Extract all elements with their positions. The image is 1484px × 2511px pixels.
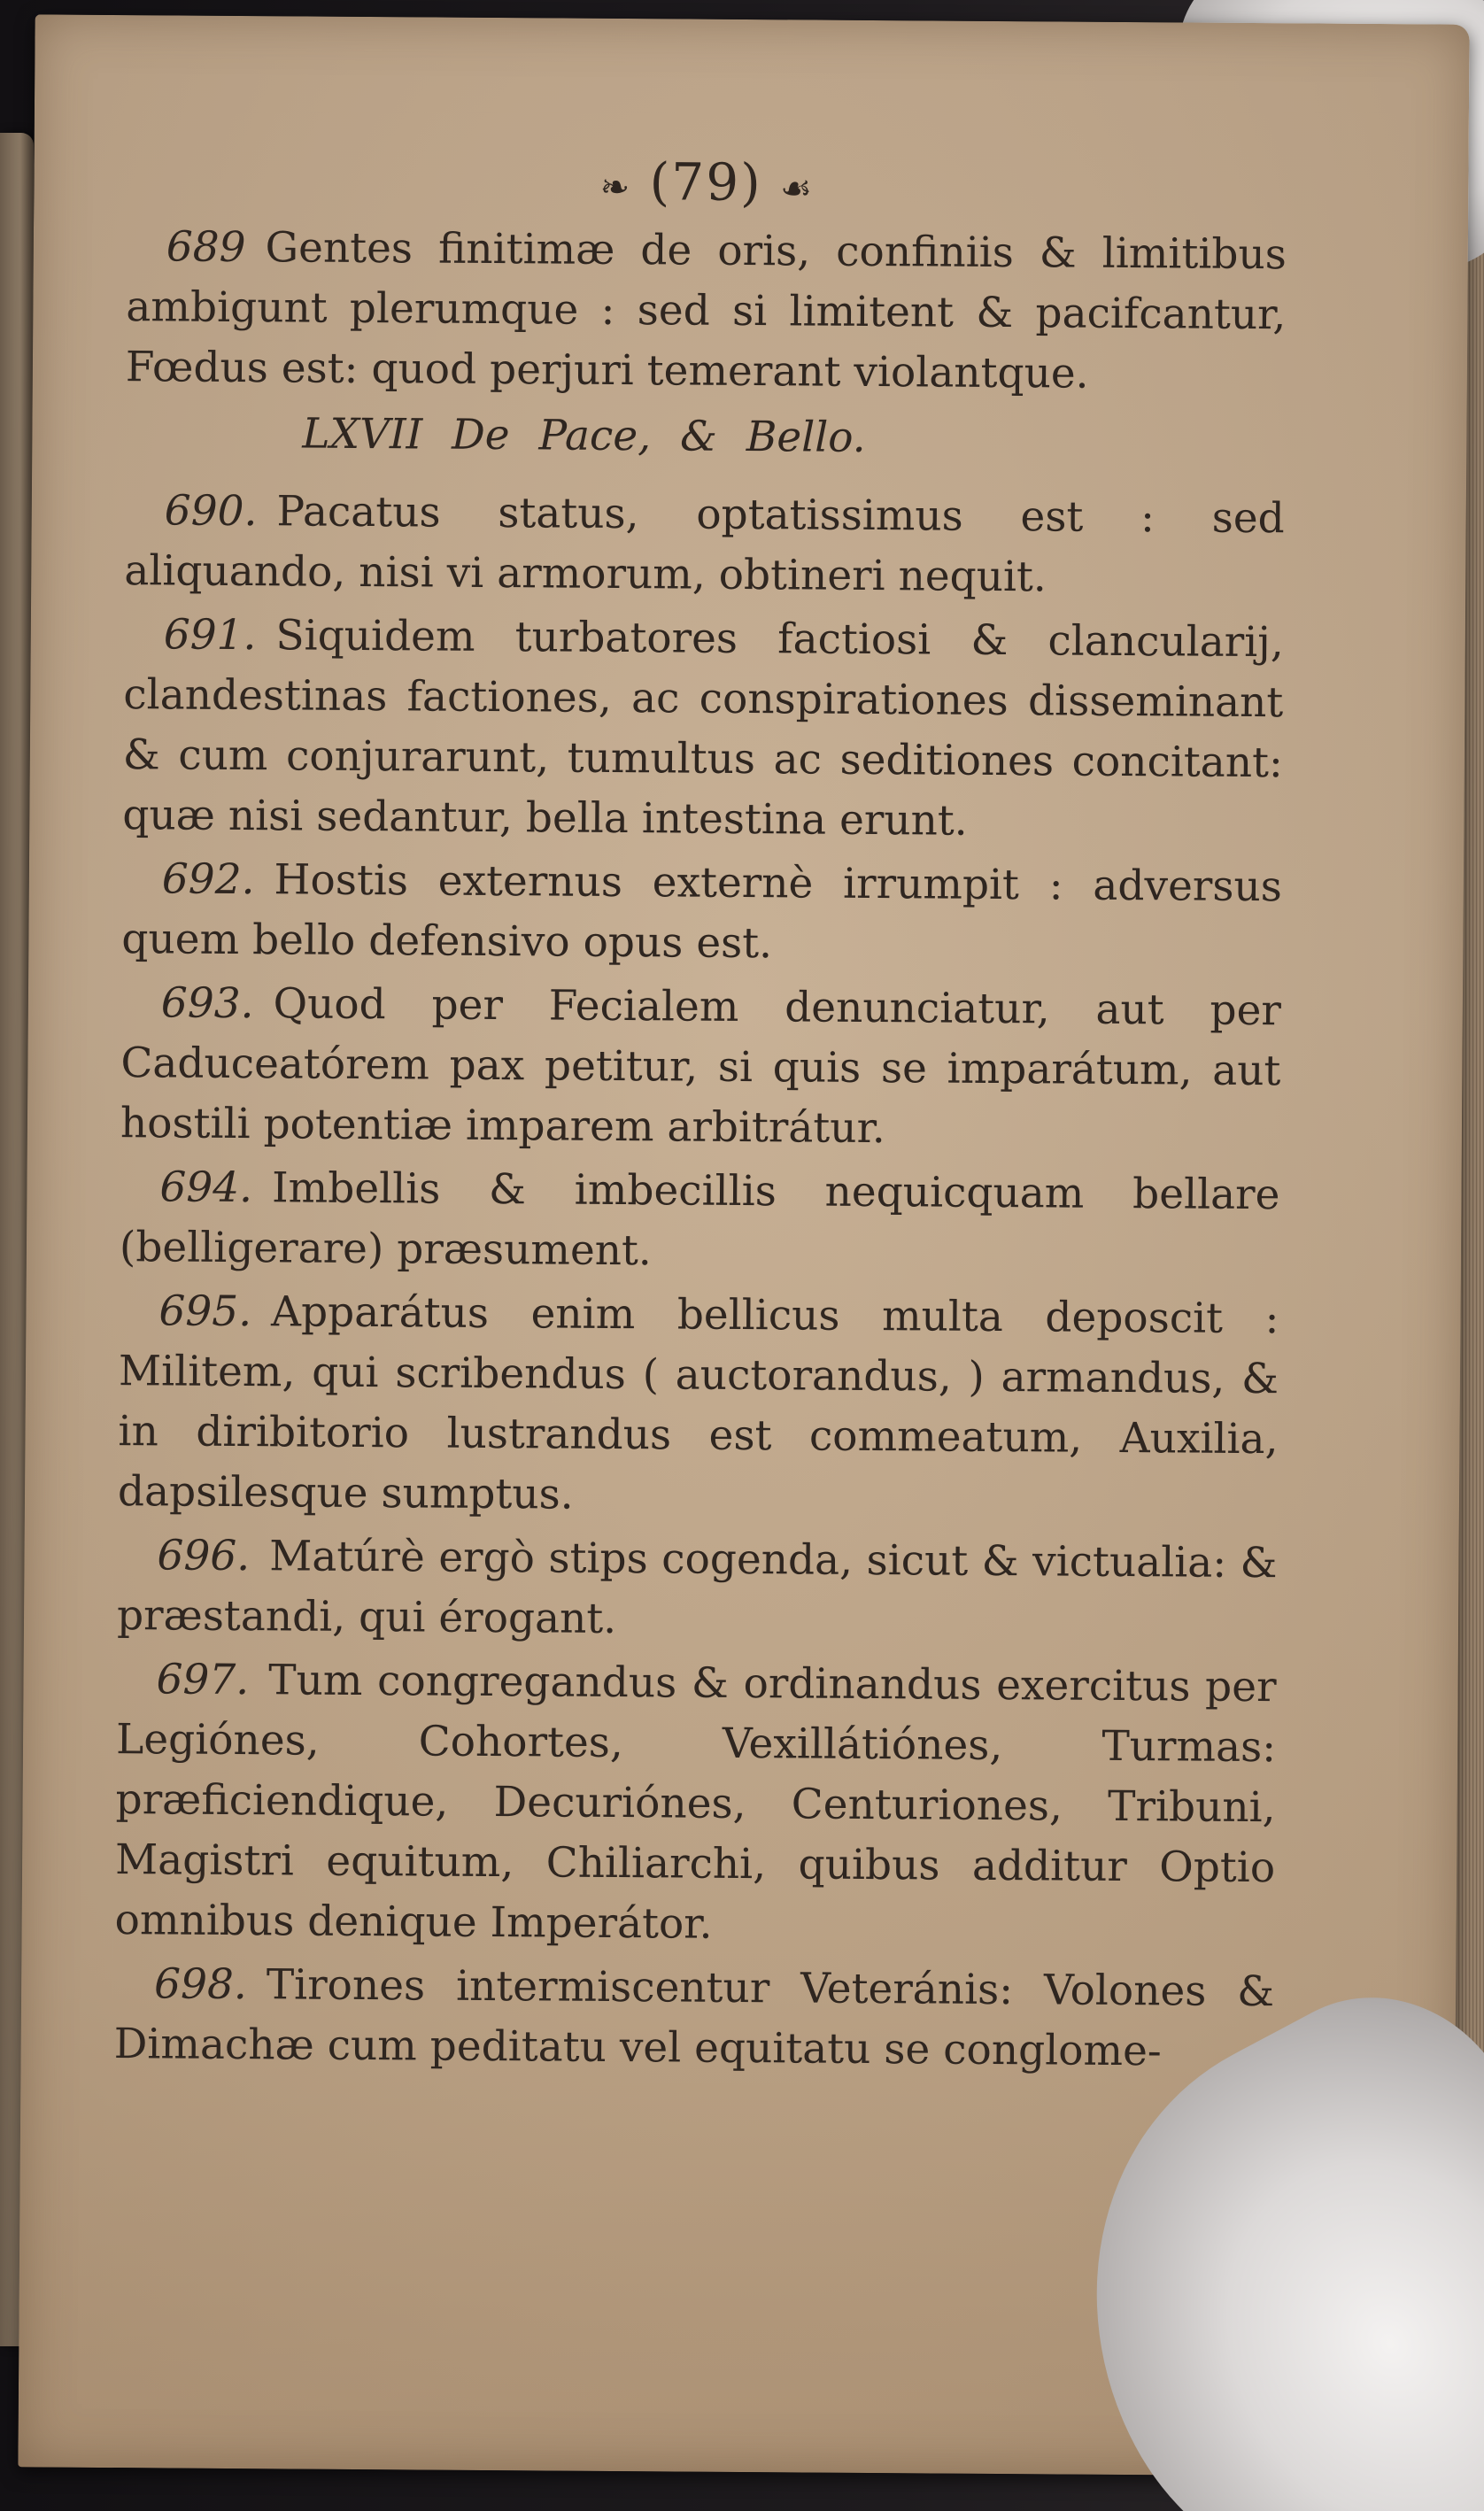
entry-number: 692.	[161, 854, 255, 905]
entry-number: 695.	[158, 1286, 252, 1337]
entry-693	[120, 973, 1281, 1162]
entry-698	[113, 1954, 1274, 2082]
catchword	[113, 2080, 1273, 2136]
page-number: (79)	[649, 151, 762, 213]
entry-691	[122, 605, 1284, 854]
page-header	[127, 148, 1287, 216]
entry-number: 698.	[153, 1959, 248, 2010]
entry-text: Hostis externus externè irrumpit : adversus quem bello defensivo opus est.	[121, 855, 1283, 969]
ornament-left: ❧	[599, 166, 632, 209]
entry-text: Matúrè ergò stips cogenda, sicut & victualia: & præstandi, qui érogant.	[116, 1532, 1278, 1644]
entry-text: Quod per Fecialem denunciatur, aut per Caduceatórem pax petitur, si quis se imparátum, aut hostili potentiæ imparem arbitrátur.	[120, 979, 1282, 1154]
entry-697	[114, 1650, 1276, 1959]
entry-number: 690.	[164, 486, 258, 537]
entry-text: Gentes finitimæ de oris, confiniis & limitibus ambigunt plerumque : sed si limitent & pacifcantur, Fœdus est: quod perjuri temerant violantque.	[125, 223, 1287, 398]
section-heading: LXVII De Pace, & Bello.	[302, 409, 866, 462]
entry-text: Apparátus enim bellicus multa deposcit : Militem, qui scribendus ( auctorandus, ) armandus, & in diribitorio lustrandus est commeatum, Auxilia, dapsilesque sumptus.	[117, 1287, 1279, 1519]
entry-text: Imbellis & imbecillis nequicquam bellare (belligerare) præsument.	[119, 1163, 1280, 1276]
entry-689	[126, 217, 1287, 406]
page-text	[113, 148, 1287, 2136]
entry-number: 697.	[156, 1655, 250, 1705]
entry-text: Siquidem turbatores factiosi & clancularij, clandestinas factiones, ac conspirationes disseminant & cum conjurarunt, tumultus ac seditiones concitant: quæ nisi sedantur, bella intestina erunt.	[122, 611, 1284, 846]
ornament-right: ☙	[779, 168, 815, 210]
entry-number: 689	[166, 222, 246, 273]
entry-number: 693.	[160, 978, 254, 1029]
entry-text: Tum congregandus & ordinandus exercitus per Legiónes, Cohortes, Vexillátiónes, Turmas: præficiendique, Decuriónes, Centuriones, Tribuni, Magistri equitum, Chiliarchi, quibus additur Optio omnibus denique Imperátor.	[114, 1656, 1277, 1949]
entry-696	[117, 1526, 1278, 1654]
entry-690	[124, 481, 1285, 609]
entry-text: Tirones intermiscentur Veteránis: Volones & Dimachæ cum peditatu vel equitatu se conglome-	[113, 1960, 1275, 2076]
entry-692	[121, 849, 1282, 977]
entry-694	[120, 1157, 1280, 1286]
entry-number: 694.	[159, 1163, 253, 1213]
entry-text: Pacatus status, optatissimus est : sed aliquando, nisi vi armorum, obtineri nequit.	[124, 487, 1285, 602]
entry-number: 691.	[163, 610, 257, 661]
entry-695	[118, 1281, 1279, 1530]
entry-number: 696.	[157, 1531, 251, 1581]
